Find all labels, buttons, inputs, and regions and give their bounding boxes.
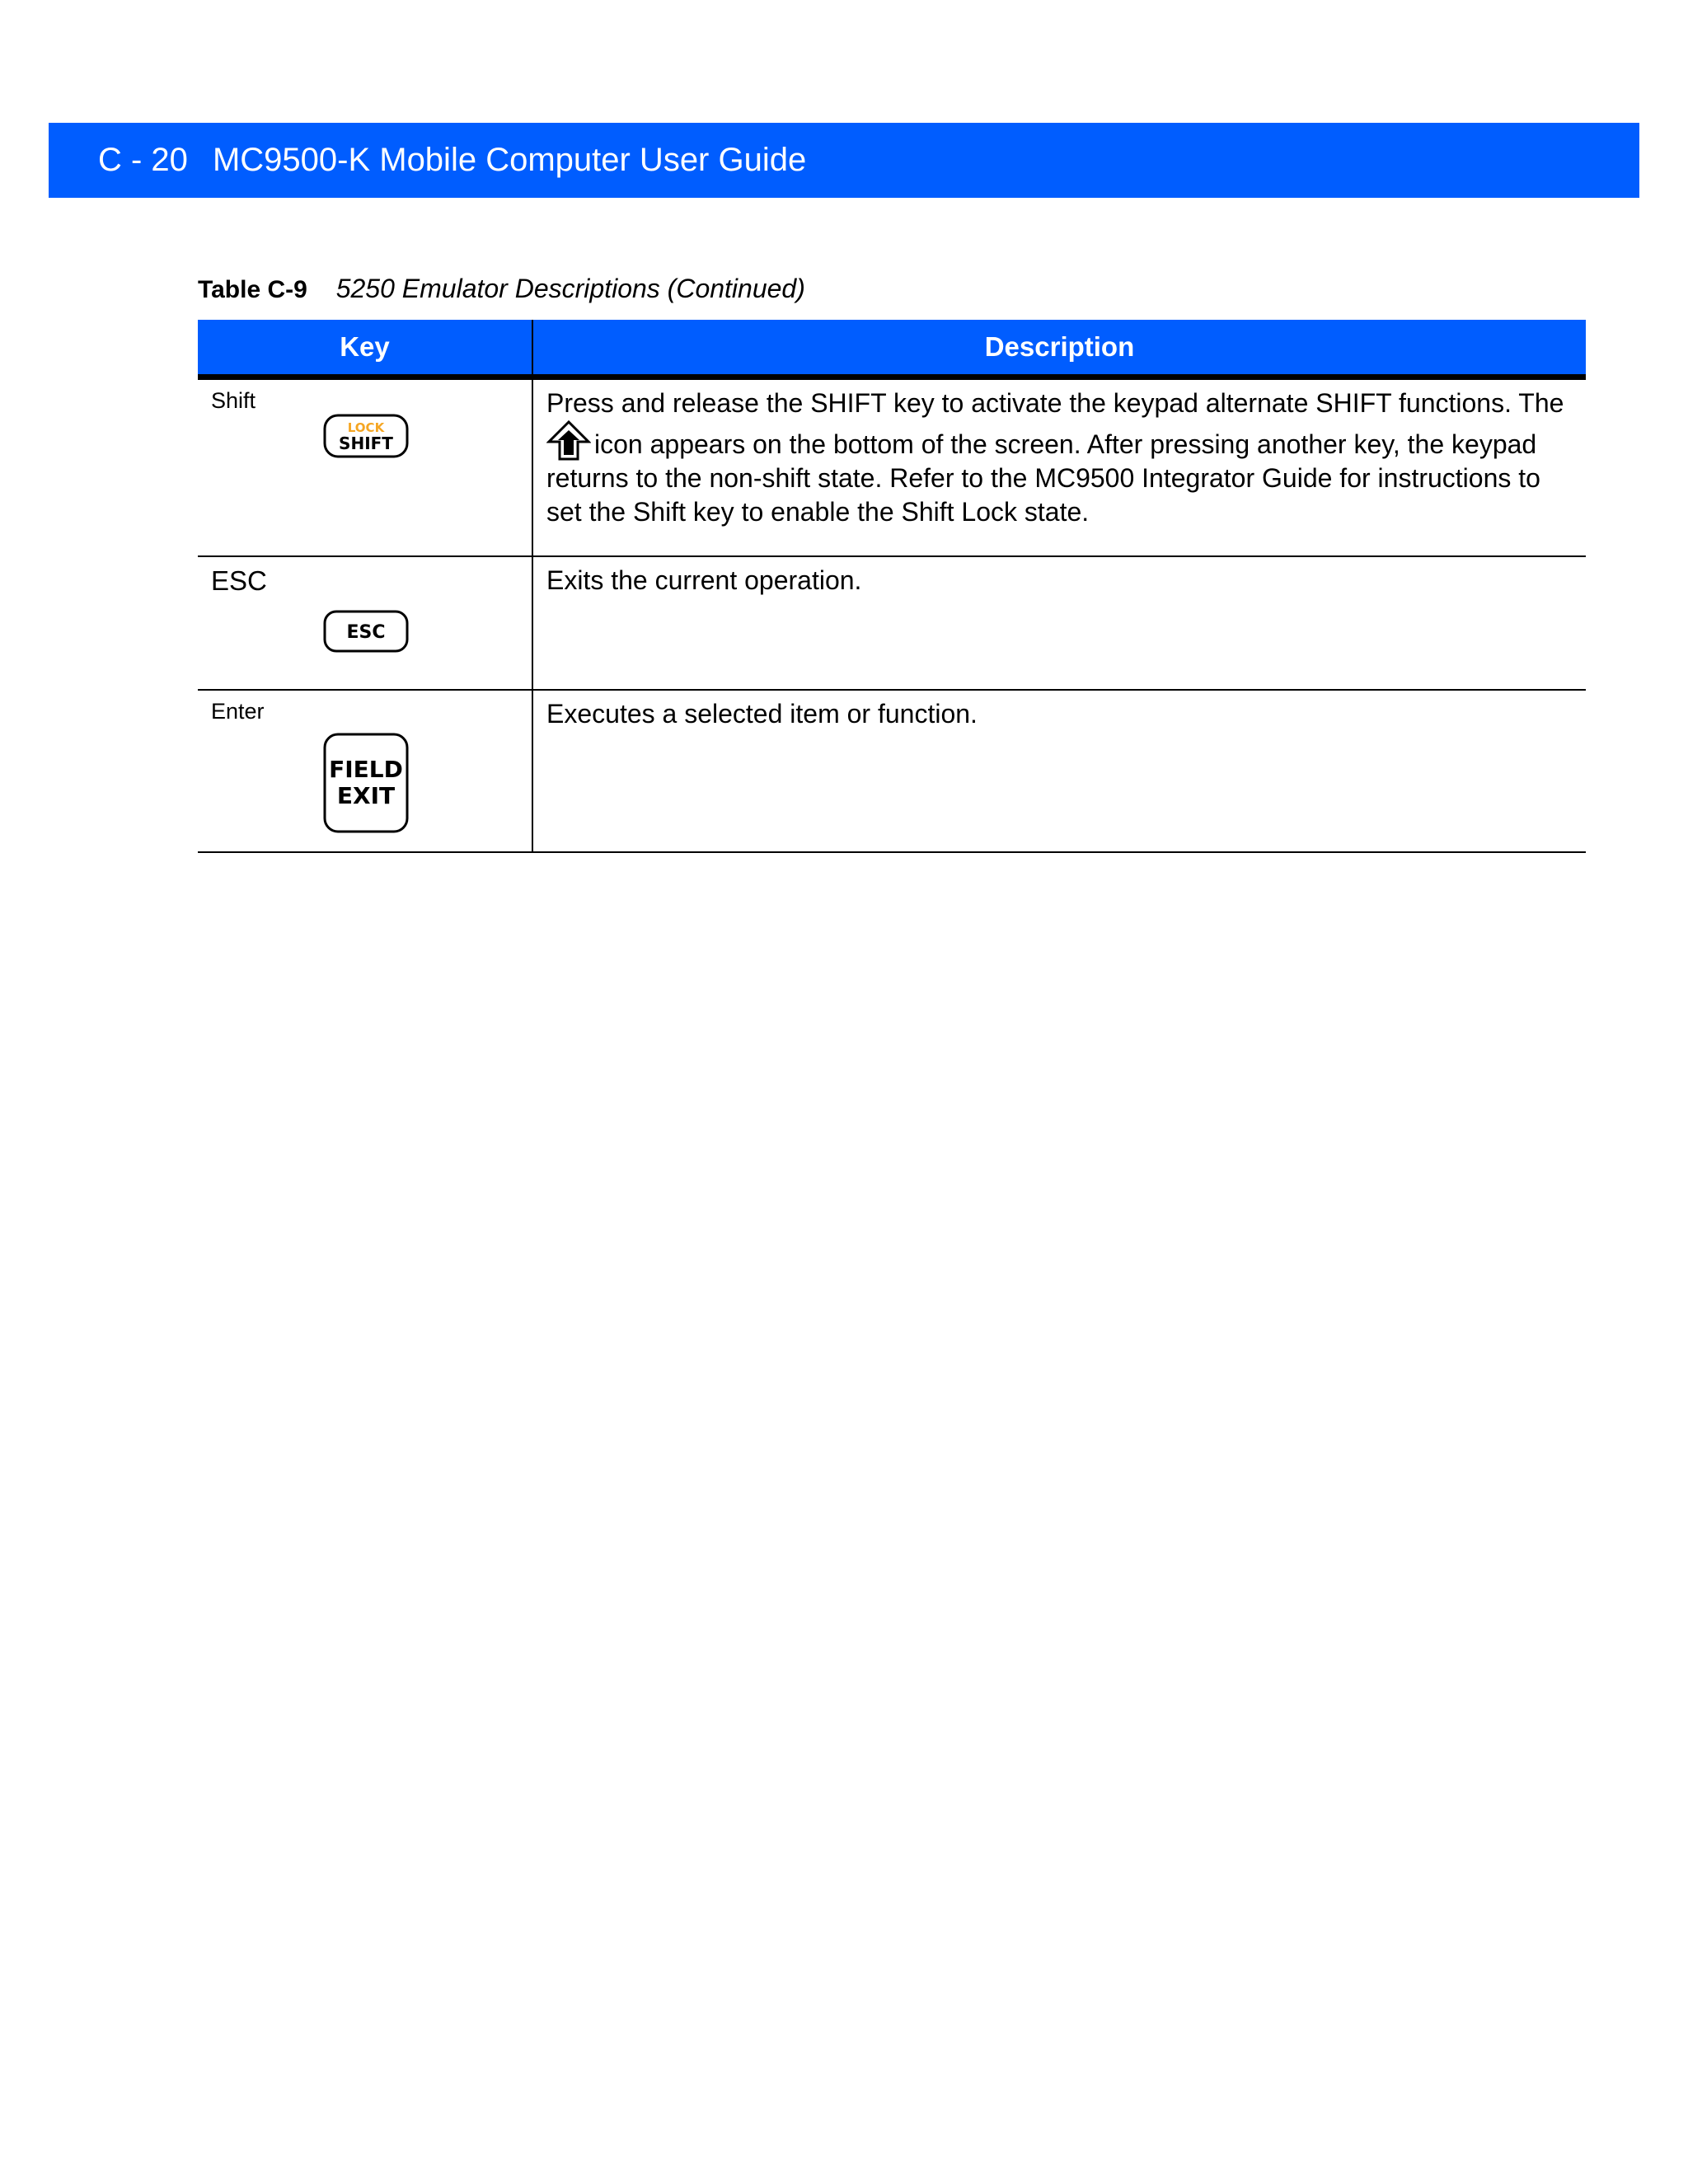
shift-description-part2: icon appears on the bottom of the screen. After pressing another key, the keypad returns to the non-shift state. Refer to the MC9500 Integrator Guide for instructions to set the Shift key to enable the Shift Lock state.: [546, 429, 1540, 527]
table-caption: [198, 274, 805, 304]
field-exit-key-bottom-text: EXIT: [336, 782, 396, 809]
shift-key-icon: [323, 414, 409, 458]
key-cell-shift: [198, 377, 532, 557]
header-key: Key: [198, 320, 532, 377]
table-number: Table C-9: [198, 276, 307, 303]
key-name-enter: Enter: [211, 699, 265, 724]
description-cell-shift: [532, 377, 1586, 557]
table-row: [198, 556, 1586, 690]
table-row: [198, 377, 1586, 557]
key-name-esc: ESC: [211, 565, 267, 596]
key-name-shift: Shift: [211, 388, 256, 413]
table-row: [198, 690, 1586, 852]
key-cell-enter: [198, 690, 532, 852]
shift-arrow-icon: [546, 420, 591, 462]
esc-key-icon: [323, 610, 409, 653]
esc-description: Exits the current operation.: [546, 565, 862, 595]
enter-description: Executes a selected item or function.: [546, 699, 978, 729]
shift-key-shift-text: SHIFT: [339, 434, 393, 453]
field-exit-key-icon: [323, 733, 409, 833]
header-description: Description: [532, 320, 1586, 377]
esc-key-text: ESC: [346, 622, 386, 643]
book-title: MC9500-K Mobile Computer User Guide: [212, 142, 807, 178]
description-cell-enter: [532, 690, 1586, 852]
emulator-table: [198, 320, 1586, 853]
description-cell-esc: [532, 556, 1586, 690]
shift-description-part1: Press and release the SHIFT key to activate the keypad alternate SHIFT functions. The: [546, 388, 1564, 418]
table-header-row: [198, 320, 1586, 377]
page-header: [49, 123, 1639, 198]
shift-key-lock-text: LOCK: [347, 420, 385, 435]
page-number: C - 20: [98, 142, 188, 178]
key-cell-esc: [198, 556, 532, 690]
table-title: 5250 Emulator Descriptions (Continued): [335, 274, 805, 303]
field-exit-key-top-text: FIELD: [329, 756, 403, 783]
